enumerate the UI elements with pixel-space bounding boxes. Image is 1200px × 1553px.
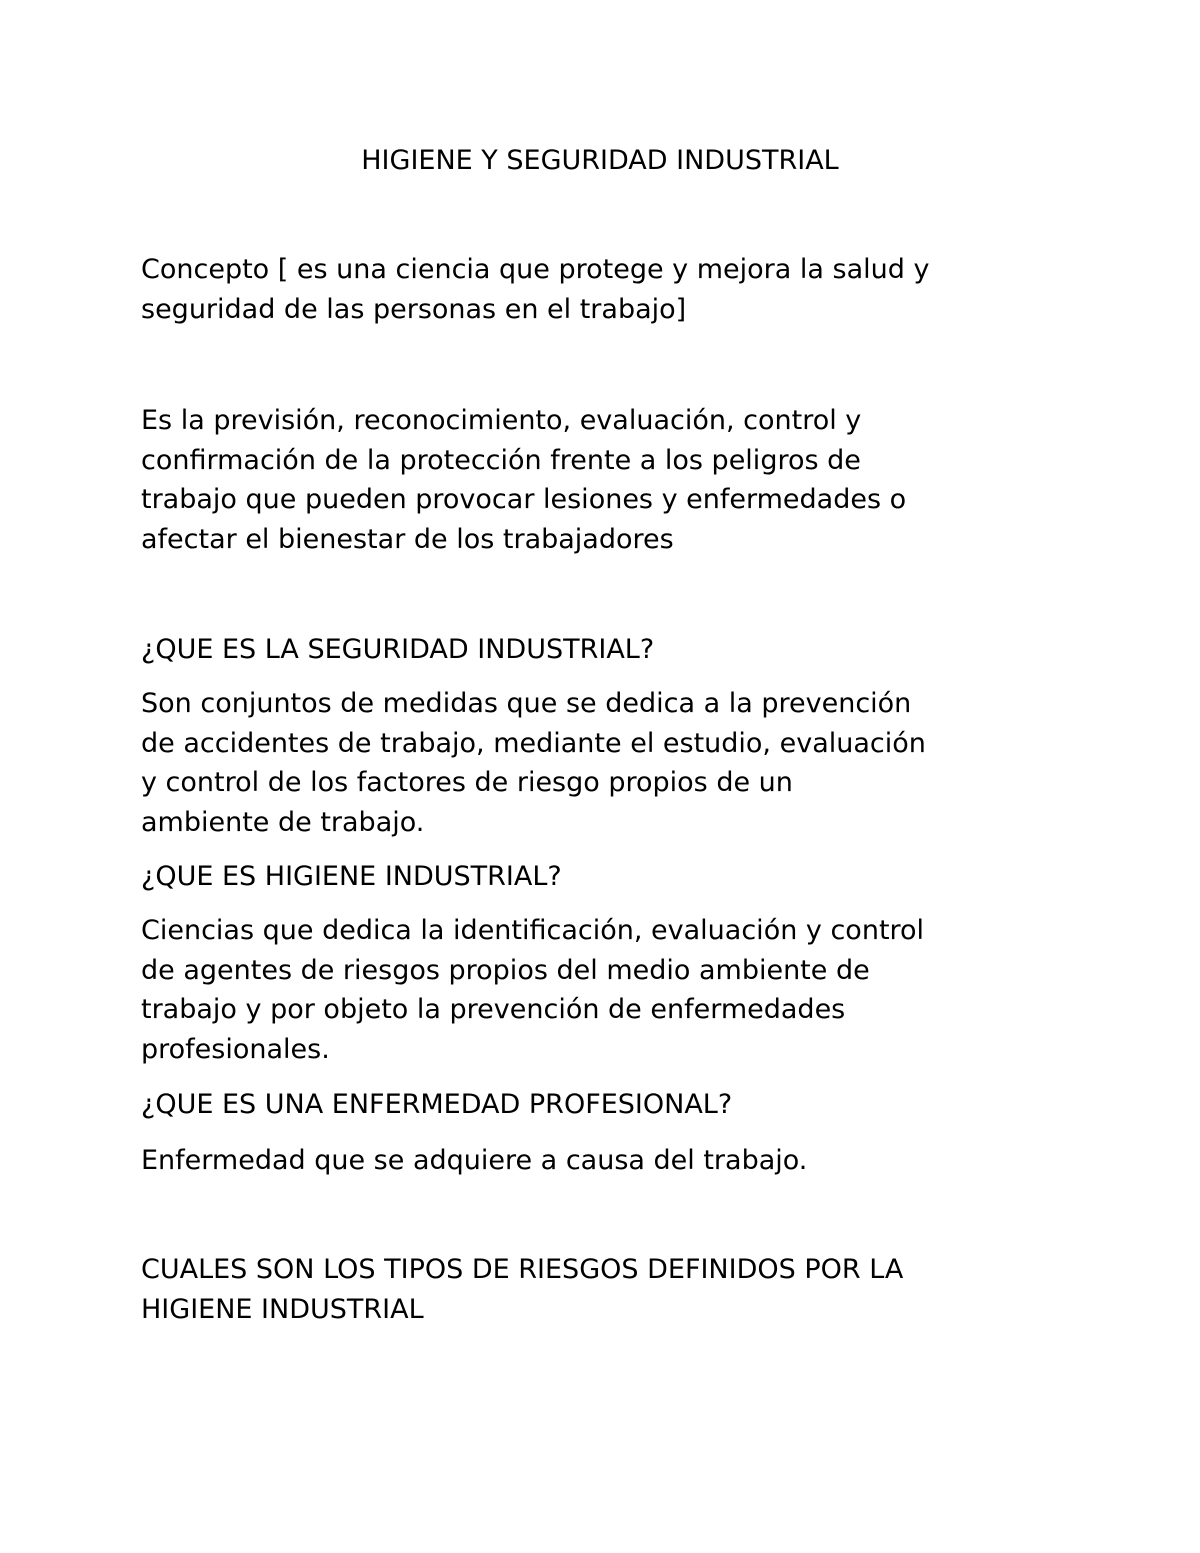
definition-line: Es la previsión, reconocimiento, evaluación, control y: [141, 405, 862, 436]
answer-seguridad-line: ambiente de trabajo.: [141, 806, 425, 838]
answer-seguridad-paragraph: [141, 684, 1081, 842]
question-riesgos-line: HIGIENE INDUSTRIAL: [141, 1293, 424, 1325]
answer-enfermedad-paragraph: Enfermedad que se adquiere a causa del trabajo.: [141, 1145, 808, 1176]
definition-line: confirmación de la protección frente a los peligros de: [141, 444, 861, 476]
answer-seguridad-line: Son conjuntos de medidas que se dedica a la prevención: [141, 688, 912, 719]
concept-line: Concepto [ es una ciencia que protege y mejora la salud y: [141, 254, 930, 285]
answer-higiene-line: Ciencias que dedica la identificación, evaluación y control: [141, 915, 925, 946]
concept-paragraph: [141, 250, 1081, 329]
question-enfermedad-heading: ¿QUE ES UNA ENFERMEDAD PROFESIONAL?: [141, 1089, 733, 1120]
definition-paragraph: [141, 401, 1081, 559]
answer-higiene-line: trabajo y por objeto la prevención de enfermedades: [141, 994, 846, 1025]
answer-higiene-line: de agentes de riesgos propios del medio ambiente de: [141, 954, 870, 986]
definition-line: trabajo que pueden provocar lesiones y enfermedades o: [141, 484, 907, 515]
answer-seguridad-line: de accidentes de trabajo, mediante el estudio, evaluación: [141, 727, 926, 759]
definition-line: afectar el bienestar de los trabajadores: [141, 523, 674, 555]
answer-higiene-line: profesionales.: [141, 1033, 330, 1065]
concept-line: seguridad de las personas en el trabajo]: [141, 293, 687, 325]
question-riesgos-heading: [141, 1250, 1081, 1329]
question-seguridad-heading: ¿QUE ES LA SEGURIDAD INDUSTRIAL?: [141, 634, 655, 665]
answer-higiene-paragraph: [141, 911, 1081, 1069]
answer-seguridad-line: y control de los factores de riesgo propios de un: [141, 767, 793, 798]
document-title: HIGIENE Y SEGURIDAD INDUSTRIAL: [361, 145, 839, 176]
question-riesgos-line: CUALES SON LOS TIPOS DE RIESGOS DEFINIDOS POR LA: [141, 1254, 904, 1285]
question-higiene-heading: ¿QUE ES HIGIENE INDUSTRIAL?: [141, 861, 562, 892]
